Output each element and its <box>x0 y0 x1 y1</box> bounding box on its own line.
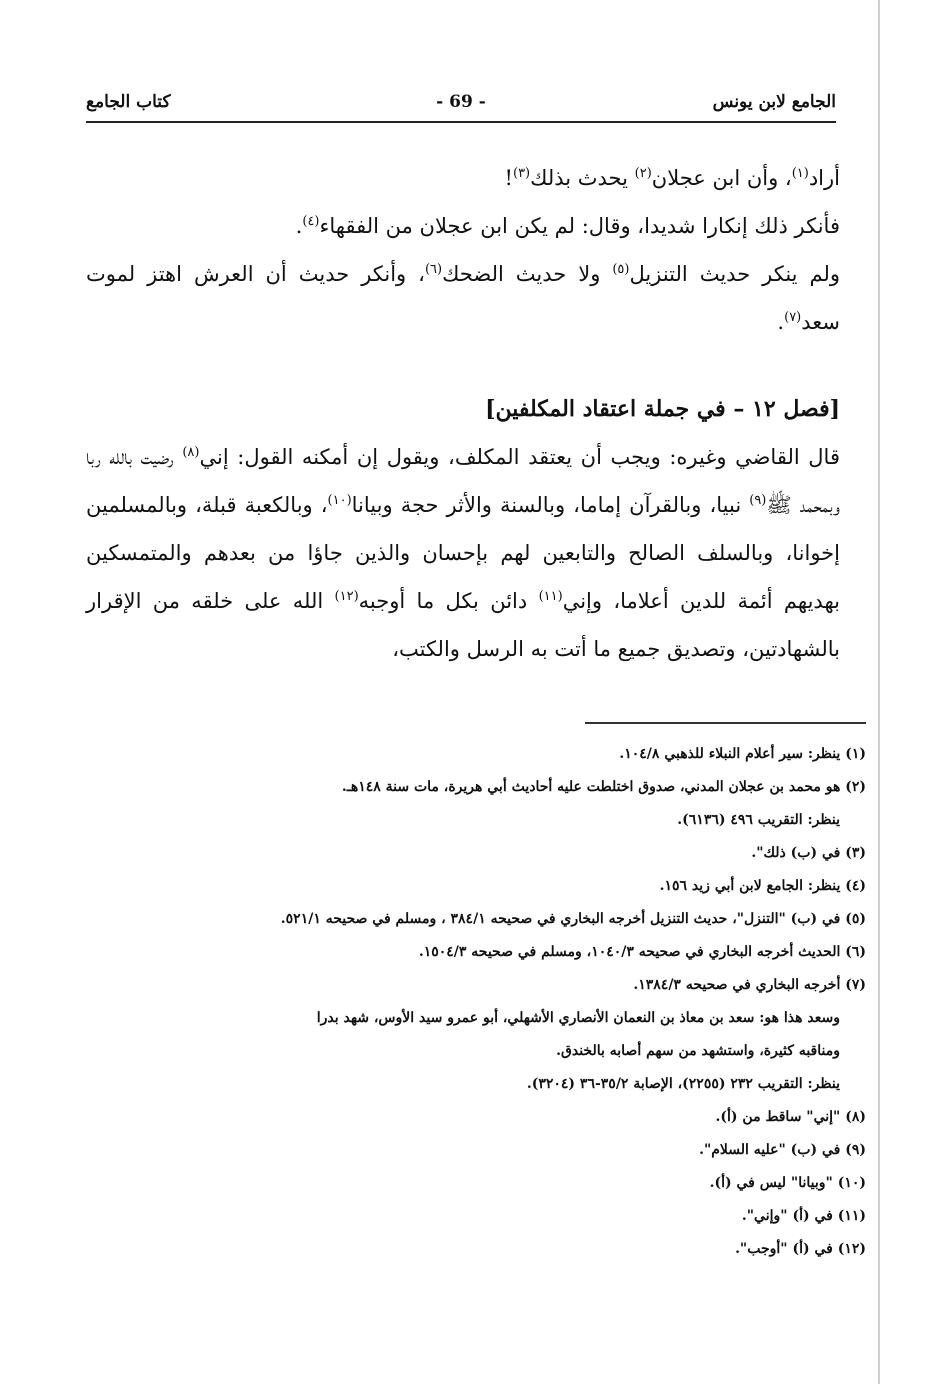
footnote-ref[interactable]: (٢) <box>634 166 652 181</box>
footnote-ref[interactable]: (١٠) <box>327 493 352 508</box>
footnote-ref[interactable]: (٥) <box>612 262 630 277</box>
paragraph <box>86 202 840 250</box>
paragraph <box>86 154 840 202</box>
footnote-ref[interactable]: (٤) <box>302 214 320 229</box>
text: يحدث بذلك <box>530 166 635 190</box>
footnote-ref[interactable]: (١) <box>791 166 809 181</box>
header-chapter-title: كتاب الجامع <box>86 92 171 112</box>
text: . <box>777 310 785 334</box>
footnote-ref[interactable]: (٩) <box>749 493 767 508</box>
footnote-item: (٩) في (ب) "عليه السلام". <box>699 1142 866 1158</box>
text: الله على خلقه من الإقرار بالشهادتين، وتصديق جميع ما أتت به الرسل والكتب، <box>86 589 840 661</box>
text: ، وأن ابن عجلان <box>651 166 792 190</box>
header-book-title: الجامع لابن يونس <box>712 92 836 112</box>
footnote-item: ومناقبه كثيرة، واستشهد من سهم أصابه بالخندق. <box>556 1043 840 1059</box>
text: أراد <box>808 166 840 190</box>
footnote-ref[interactable]: (١١) <box>538 589 563 604</box>
footnote-item: (١) ينظر: سير أعلام النبلاء للذهبي ١٠٤/٨. <box>619 746 866 762</box>
footnote-item: (١٢) في (أ) "أوجب". <box>735 1241 866 1257</box>
footnote-item: وسعد هذا هو: سعد بن معاذ بن النعمان الأنصاري الأشهلي، أبو عمرو سيد الأوس، شهد بدرا <box>316 1010 840 1026</box>
footnote-ref[interactable]: (٦) <box>424 262 443 277</box>
footnote-item: (٤) ينظر: الجامع لابن أبي زيد ١٥٦. <box>659 878 866 894</box>
text: ، وبالكعبة قبلة، وبالمسلمين إخوانا، وبالسلف الصالح والتابعين لهم بإحسان والذين جاؤا من بعدهم والمتمسكين بهديهم أئمة للدين أعلاما، وإني <box>86 493 840 613</box>
page-edge-line <box>878 0 880 1384</box>
text: قال القاضي وغيره: ويجب أن يعتقد المكلف، ويقول إن أمكنه القول: إني <box>199 445 840 469</box>
text: دائن بكل ما أوجبه <box>358 589 539 613</box>
text: ! <box>504 166 513 190</box>
footnote-item: (٥) في (ب) "التنزل"، حديث التنزيل أخرجه البخاري في صحيحه ٣٨٤/١ ، ومسلم في صحيحه ٥٢١/١. <box>280 911 866 927</box>
page-number: - 69 - <box>436 92 486 112</box>
text: فأنكر ذلك إنكارا شديدا، وقال: لم يكن ابن عجلان من الفقهاء <box>319 214 840 238</box>
footnote-ref[interactable]: (٣) <box>512 166 531 181</box>
footnote-item: ينظر: التقريب ٢٣٢ (٢٢٥٥)، الإصابة ٣٥/٢-٣٦ (٣٢٠٤). <box>526 1076 840 1092</box>
footnote-item: (٨) "إني" ساقط من (أ). <box>715 1109 866 1125</box>
footnote-item: (١٠) "وبيانا" ليس في (أ). <box>709 1175 866 1191</box>
footnote-ref[interactable]: (١٢) <box>334 589 359 604</box>
running-header <box>86 92 836 120</box>
paragraph <box>86 250 840 346</box>
section-paragraph <box>86 433 840 673</box>
text: رضيت بالله ربا وبمحمد ﷺ <box>86 445 840 517</box>
header-rule <box>86 121 836 123</box>
text: . <box>295 214 303 238</box>
text: نبيا، وبالقرآن إماما، وبالسنة والأثر حجة وبيانا <box>351 493 750 517</box>
footnote-ref[interactable]: (٧) <box>784 310 802 325</box>
section-heading: [فصل ١٢ – في جملة اعتقاد المكلفين] <box>485 396 840 422</box>
footnote-item: (٢) هو محمد بن عجلان المدني، صدوق اختلطت عليه أحاديث أبي هريرة، مات سنة ١٤٨هـ. <box>341 779 866 795</box>
opening-paragraphs <box>86 154 840 346</box>
footnote-ref[interactable]: (٨) <box>182 445 200 460</box>
text: ولم ينكر حديث التنزيل <box>629 262 841 286</box>
footnote-item: (٣) في (ب) ذلك". <box>751 845 866 861</box>
footnote-item: (١١) في (أ) "وإني". <box>741 1208 866 1224</box>
footnotes <box>86 738 866 1266</box>
text: ، وأنكر حديث أن العرش اهتز لموت سعد <box>86 262 840 334</box>
text: ولا حديث الضحك <box>442 262 613 286</box>
footnote-item: (٦) الحديث أخرجه البخاري في صحيحه ١٠٤٠/٣، ومسلم في صحيحه ١٥٠٤/٣. <box>418 944 866 960</box>
section-block <box>86 385 840 673</box>
footnote-separator <box>585 722 866 724</box>
footnote-item: (٧) أخرجه البخاري في صحيحه ١٣٨٤/٣. <box>633 977 866 993</box>
footnote-item: ينظر: التقريب ٤٩٦ (٦١٣٦). <box>677 812 840 828</box>
